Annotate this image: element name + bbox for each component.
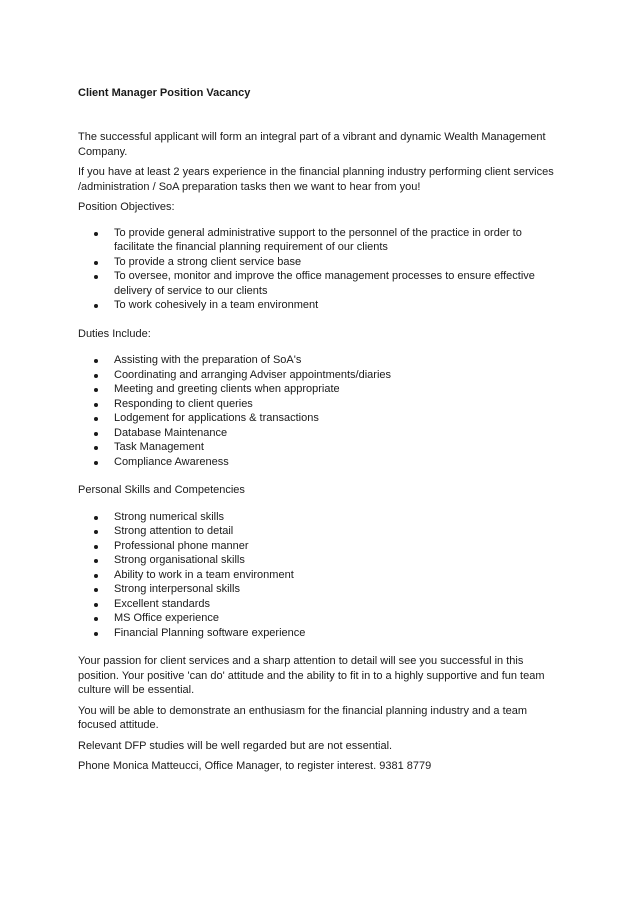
skill-text: Excellent standards bbox=[114, 597, 210, 610]
duties-heading: Duties Include: bbox=[78, 327, 151, 340]
duty-text: Task Management bbox=[114, 441, 204, 453]
list-item bbox=[114, 539, 558, 554]
bullet-icon bbox=[94, 588, 98, 592]
document-body bbox=[78, 86, 558, 774]
list-item bbox=[114, 368, 558, 383]
duty-text: Compliance Awareness bbox=[114, 455, 229, 468]
bullet-icon bbox=[94, 261, 98, 265]
list-item bbox=[114, 510, 558, 525]
bullet-icon bbox=[94, 559, 98, 563]
list-item bbox=[114, 226, 558, 255]
skill-text: Strong organisational skills bbox=[114, 554, 245, 566]
skill-text: Strong interpersonal skills bbox=[114, 583, 240, 595]
list-item bbox=[114, 353, 558, 368]
duty-text: Responding to client queries bbox=[114, 397, 253, 410]
intro-paragraph-2: If you have at least 2 years experience in the financial planning industry performing client services /administration / SoA preparation tasks then we want to hear from you! bbox=[78, 166, 554, 193]
list-item bbox=[114, 597, 558, 612]
skill-text: Strong attention to detail bbox=[114, 525, 234, 537]
bullet-icon bbox=[94, 388, 98, 392]
list-item bbox=[114, 626, 558, 641]
list-item bbox=[114, 440, 558, 455]
closing-paragraph-3: Relevant DFP studies will be well regarded but are not essential. bbox=[78, 739, 393, 752]
list-item bbox=[114, 553, 558, 568]
bullet-icon bbox=[94, 374, 98, 378]
skill-text: MS Office experience bbox=[114, 612, 219, 624]
bullet-icon bbox=[94, 232, 98, 236]
bullet-icon bbox=[94, 632, 98, 636]
contact-line: Phone Monica Matteucci, Office Manager, to register interest. 9381 8779 bbox=[78, 760, 432, 772]
skills-list bbox=[78, 510, 558, 641]
list-item bbox=[114, 455, 558, 470]
bullet-icon bbox=[94, 403, 98, 407]
bullet-icon bbox=[94, 446, 98, 450]
bullet-icon bbox=[94, 461, 98, 465]
skill-text: Financial Planning software experience bbox=[114, 626, 306, 639]
bullet-icon bbox=[94, 603, 98, 607]
list-item bbox=[114, 382, 558, 397]
intro-paragraph-1: The successful applicant will form an integral part of a vibrant and dynamic Wealth Management Company. bbox=[78, 131, 546, 158]
list-item bbox=[114, 411, 558, 426]
bullet-icon bbox=[94, 530, 98, 534]
bullet-icon bbox=[94, 359, 98, 363]
bullet-icon bbox=[94, 617, 98, 621]
skill-text: Professional phone manner bbox=[114, 539, 249, 552]
objectives-heading: Position Objectives: bbox=[78, 201, 175, 213]
closing-paragraph-1: Your passion for client services and a sharp attention to detail will see you successful in this position. Your positive 'can do' attitude and the ability to fit in to a highly supportive and fun team culture will be essential. bbox=[78, 655, 545, 696]
objective-text: To provide general administrative support to the personnel of the practice in order to facilitate the financial planning requirement of our clients bbox=[114, 226, 522, 253]
closing-paragraph-2: You will be able to demonstrate an enthusiasm for the financial planning industry and a team focused attitude. bbox=[78, 704, 528, 731]
duty-text: Lodgement for applications & transactions bbox=[114, 412, 319, 424]
bullet-icon bbox=[94, 574, 98, 578]
bullet-icon bbox=[94, 304, 98, 308]
list-item bbox=[114, 568, 558, 583]
duty-text: Assisting with the preparation of SoA's bbox=[114, 354, 302, 366]
skill-text: Strong numerical skills bbox=[114, 510, 225, 523]
list-item bbox=[114, 397, 558, 412]
duty-text: Database Maintenance bbox=[114, 426, 228, 439]
bullet-icon bbox=[94, 417, 98, 421]
skill-text: Ability to work in a team environment bbox=[114, 568, 294, 581]
objectives-list bbox=[78, 226, 558, 313]
list-item bbox=[114, 582, 558, 597]
duty-text: Coordinating and arranging Adviser appointments/diaries bbox=[114, 368, 392, 381]
document-title: Client Manager Position Vacancy bbox=[78, 87, 251, 99]
duties-list bbox=[78, 353, 558, 469]
list-item bbox=[114, 255, 558, 270]
list-item bbox=[114, 269, 558, 298]
objective-text: To work cohesively in a team environment bbox=[114, 299, 319, 311]
objective-text: To provide a strong client service base bbox=[114, 255, 302, 268]
bullet-icon bbox=[94, 432, 98, 436]
list-item bbox=[114, 524, 558, 539]
list-item bbox=[114, 426, 558, 441]
list-item bbox=[114, 298, 558, 313]
list-item bbox=[114, 611, 558, 626]
objective-text: To oversee, monitor and improve the office management processes to ensure effective delivery of service to our clients bbox=[114, 270, 535, 297]
skills-heading: Personal Skills and Competencies bbox=[78, 484, 245, 496]
bullet-icon bbox=[94, 545, 98, 549]
bullet-icon bbox=[94, 275, 98, 279]
duty-text: Meeting and greeting clients when appropriate bbox=[114, 383, 340, 395]
bullet-icon bbox=[94, 516, 98, 520]
